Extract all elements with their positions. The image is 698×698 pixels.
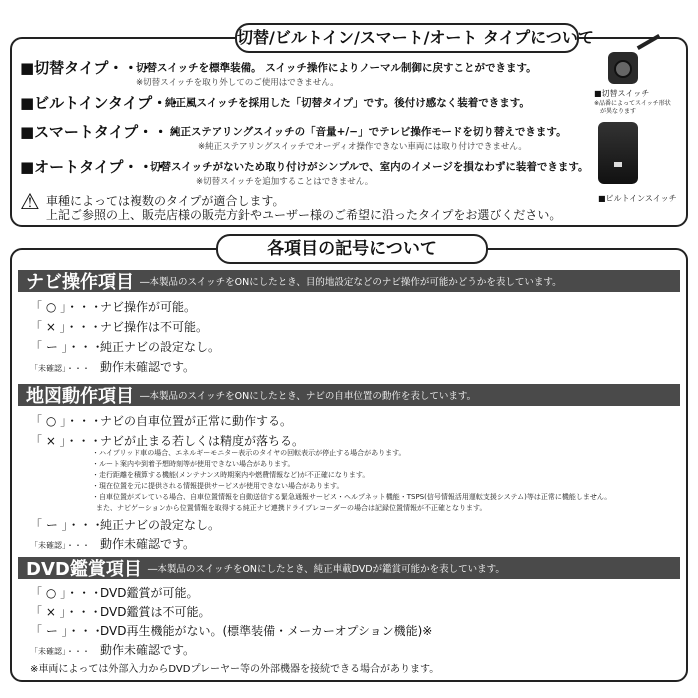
builtin-caption: ■ビルトインスイッチ: [598, 194, 677, 203]
symbol: 「 × 」・・・: [30, 434, 102, 448]
type-name: ■オートタイプ・・・: [20, 158, 169, 176]
meaning: ナビが止まる若しくは精度が落ちる。: [100, 434, 305, 448]
meaning: DVD再生機能がない。(標準装備・メーカーオプション機能)※: [100, 624, 433, 638]
section-heading: DVD鑑賞項目: [26, 559, 142, 580]
type-name: ■スマートタイプ・・・: [20, 123, 184, 141]
map-note: ・自車位置がズレている場合、自車位置情報を自動送信する緊急通報サービス・ヘルプネット機能・TSPS(信号情報活用運転支援システム)等は正常に機能しません。: [92, 493, 612, 501]
symbol: 「 × 」・・・: [30, 605, 102, 619]
map-note: また、ナビゲーションから位置情報を取得する純正ナビ連携ドライブレコーダーの場合は記録位置情報が不正確となります。: [96, 504, 487, 512]
meaning: DVD鑑賞は不可能。: [100, 605, 211, 619]
section-heading: 地図動作項目: [26, 386, 134, 407]
symbol: 「 ー 」・・・: [30, 624, 104, 638]
section-desc: ―本製品のスイッチをONにしたとき、ナビの自車位置の動作を表しています。: [140, 391, 477, 402]
meaning: 動作未確認です。: [100, 360, 196, 374]
type-name: ■ビルトインタイプ・・・: [20, 94, 198, 112]
meaning: ナビ操作は不可能。: [100, 320, 209, 334]
type-note: ※切替スイッチを追加することはできません。: [196, 177, 374, 187]
meaning: 純正ナビの設定なし。: [100, 340, 221, 354]
meaning: DVD鑑賞が可能。: [100, 586, 199, 600]
symbol: 「 ○ 」・・・: [30, 300, 103, 314]
type-desc: 切替スイッチを標準装備。 スイッチ操作によりノーマル制御に戻すことができます。: [136, 62, 537, 74]
legend-row: [30, 516, 220, 533]
section-header-map: [18, 384, 680, 406]
switch-note: が異なります: [600, 108, 637, 115]
meaning: 動作未確認です。: [100, 643, 196, 657]
legend-row: [30, 338, 220, 355]
legend-row: [30, 412, 292, 429]
section-heading: ナビ操作項目: [26, 272, 134, 293]
symbol: 「未確認」・・・: [30, 647, 90, 656]
section-header-dvd: [18, 557, 680, 579]
type-note: ※切替スイッチを取り外してのご使用はできません。: [136, 78, 339, 88]
map-note: ・現在位置を元に提供される情報提供サービスが使用できない場合があります。: [92, 482, 344, 490]
legend-row: [30, 641, 195, 658]
symbol: 「 × 」・・・: [30, 320, 102, 334]
symbol: 「未確認」・・・: [30, 541, 90, 550]
legend-row: [30, 622, 432, 639]
warning-line1: 車種によっては複数のタイプが適合します。: [46, 194, 285, 208]
symbol: 「 ー 」・・・: [30, 340, 104, 354]
types-title: 切替/ビルトイン/スマート/オート タイプについて: [235, 23, 579, 53]
switch-image: [608, 52, 638, 84]
type-desc: 切替スイッチがないため取り付けがシンプルで、室内のイメージを損なわずに装着できます。: [150, 161, 589, 173]
symbol: 「 ○ 」・・・: [30, 414, 103, 428]
map-note: ・ルート案内や到着予想時刻等が使用できない場合があります。: [92, 460, 295, 468]
map-note: ・ハイブリッド車の場合、エネルギーモニター表示のタイヤの回転表示が停止する場合があります。: [92, 449, 406, 457]
warning-line2: 上記ご参照の上、販売店様の販売方針やユーザー様のご希望に沿ったタイプをお選びください。: [46, 208, 562, 222]
section-desc: ―本製品のスイッチをONにしたとき、目的地設定などのナビ操作が可能かどうかを表しています。: [140, 277, 562, 288]
legend-row: [30, 318, 208, 335]
symbol: 「 ー 」・・・: [30, 518, 104, 532]
symbol: 「 ○ 」・・・: [30, 586, 103, 600]
legend-row: [30, 584, 198, 601]
footnote: ※車両によっては外部入力からDVDプレーヤー等の外部機器を接続できる場合があります。: [30, 664, 440, 675]
type-name: ■切替タイプ・・・: [20, 59, 154, 77]
builtin-switch-image: [598, 122, 638, 184]
meaning: ナビの自車位置が正常に動作する。: [100, 414, 293, 428]
legend-row: [30, 603, 210, 620]
legend-row: [30, 298, 196, 315]
map-note: ・走行距離を積算する機能(メンテナンス時期案内や燃費情報など)が不正確になります。: [92, 471, 370, 479]
legend-row: [30, 432, 304, 449]
switch-note: ※品番によってスイッチ形状: [594, 100, 671, 107]
type-desc: 純正ステアリングスイッチの「音量+/−」でテレビ操作モードを切り替えできます。: [170, 126, 567, 138]
meaning: 動作未確認です。: [100, 537, 196, 551]
symbol: 「未確認」・・・: [30, 364, 90, 373]
section-header-navi: [18, 270, 680, 292]
switch-caption: ■切替スイッチ: [594, 89, 650, 98]
meaning: 純正ナビの設定なし。: [100, 518, 221, 532]
section-desc: ―本製品のスイッチをONにしたとき、純正車載DVDが鑑賞可能かを表しています。: [147, 564, 505, 575]
type-note: ※純正ステアリングスイッチでオーディオ操作できない車両には取り付けできません。: [198, 142, 527, 152]
warning-icon: ⚠: [20, 190, 40, 215]
legend-row: [30, 535, 195, 552]
type-desc: 純正風スイッチを採用した「切替タイプ」です。後付け感なく装着できます。: [165, 97, 530, 109]
meaning: ナビ操作が可能。: [100, 300, 197, 314]
legend-row: [30, 358, 195, 375]
legend-title: 各項目の記号について: [216, 234, 488, 264]
